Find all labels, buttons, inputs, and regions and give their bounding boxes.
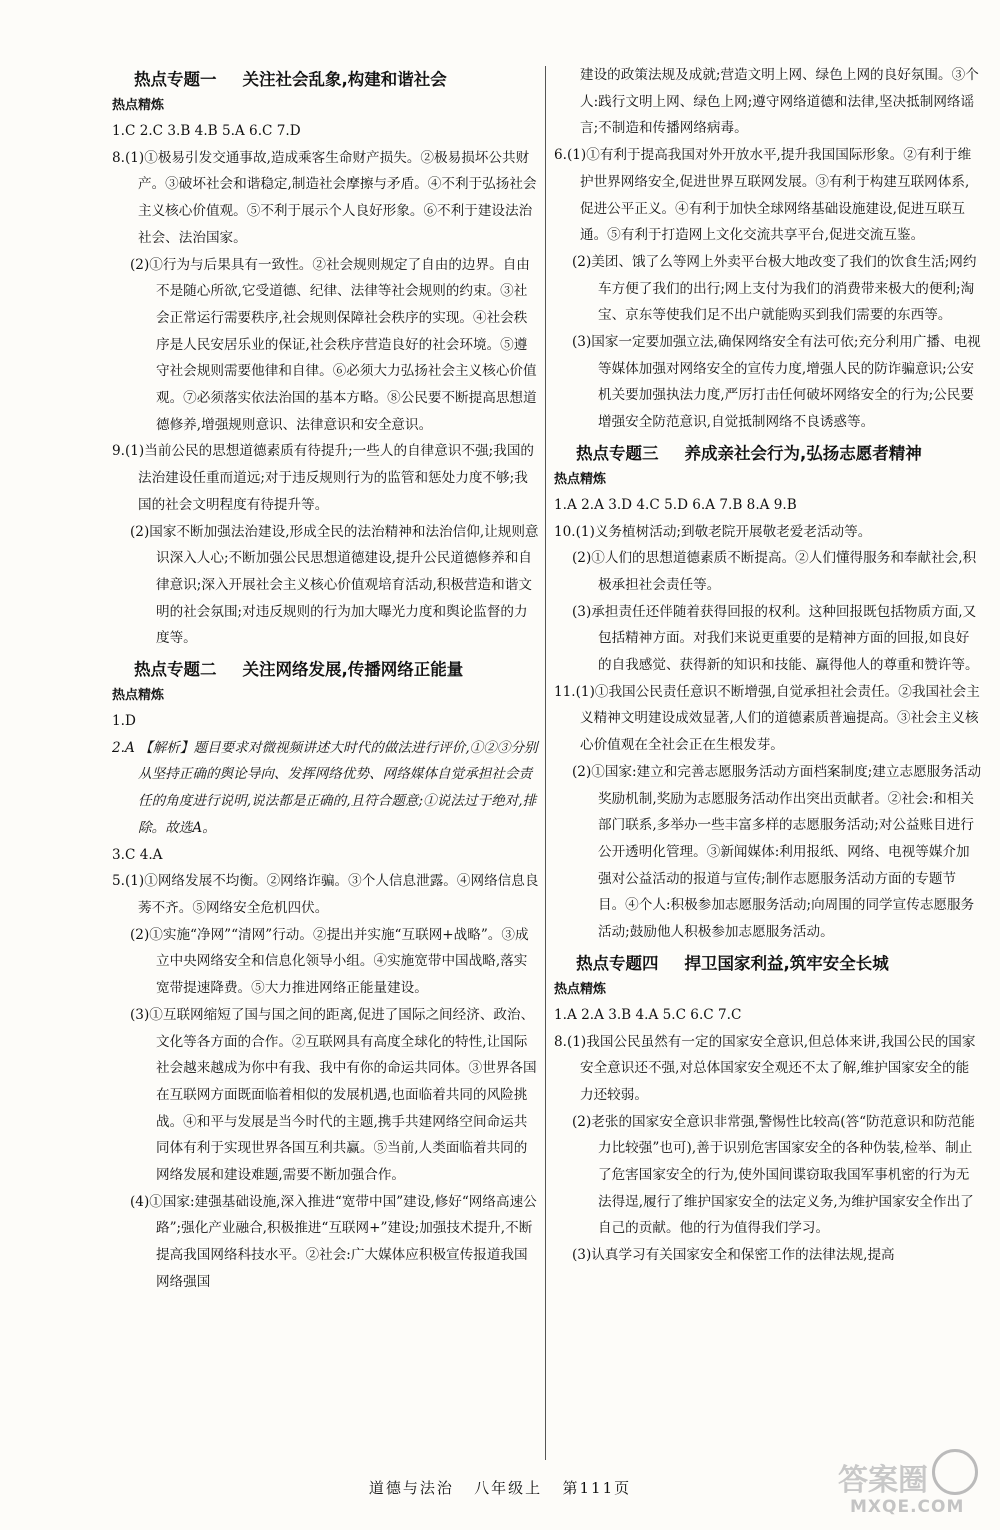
footer-page-number: 第111页 bbox=[562, 1479, 632, 1497]
topic-1-choice-answers: 1.C 2.C 3.B 4.B 5.A 6.C 7.D bbox=[112, 123, 301, 139]
left-column bbox=[112, 62, 540, 1296]
topic-4-choice-answers: 1.A 2.A 3.B 4.A 5.C 6.C 7.C bbox=[554, 1006, 742, 1023]
topic-2-q1: 1.D bbox=[112, 713, 136, 730]
watermark-url: MXQE.COM bbox=[850, 1497, 965, 1517]
topic-1-q9-part2: (2)国家不断加强法治建设,形成全民的法治精神和法治信仰,让规则意识深入人心;不断加强公民思想道德建设,提升公民道德修养和自律意识;深入开展社会主义核心价值观培育活动,积极营造和谐文明的社会氛围;对违反规则的行为加大曝光力度和舆论监督的力度等。 bbox=[130, 523, 539, 647]
topic-4-subheading: 热点精炼 bbox=[554, 981, 607, 997]
topic-2-q6-part2: (2)美团、饿了么等网上外卖平台极大地改变了我们的饮食生活;网约车方便了我们的出行;网上支付为我们的消费带来极大的便利;淘宝、京东等使我们足不出户就能购买到我们需要的东西等。 bbox=[572, 253, 977, 324]
topic-2-q6-part1: 6.(1)①有利于提高我国对外开放水平,提升我国国际形象。②有利于维护世界网络安全,促进世界互联网发展。③有利于构建互联网体系,促进公平正义。④有利于加快全球网络基础设施建设,促进互联互通。⑤有利于打造网上文化交流共享平台,促进交流互鉴。 bbox=[554, 147, 972, 244]
watermark-badge-icon bbox=[932, 1449, 978, 1495]
topic-3-q10-part2: (2)①人们的思想道德素质不断提高。②人们懂得服务和奉献社会,积极承担社会责任等。 bbox=[572, 550, 977, 593]
topic-3-choice-answers: 1.A 2.A 3.D 4.C 5.D 6.A 7.B 8.A 9.B bbox=[554, 496, 797, 513]
topic-1-heading: 热点专题一 关注社会乱象,构建和谐社会 bbox=[134, 70, 447, 89]
topic-2-q5-part2: (2)①实施“净网”“清网”行动。②提出并实施“互联网+战略”。③成立中央网络安全和信息化领导小组。④实施宽带中国战略,落实宽带提速降费。⑤大力推进网络正能量建设。 bbox=[130, 926, 529, 997]
topic-2-subheading: 热点精炼 bbox=[112, 688, 165, 704]
topic-2-q3-q4: 3.C 4.A bbox=[112, 846, 163, 863]
topic-3-subheading: 热点精炼 bbox=[554, 471, 607, 487]
topic-4-q8-part1: 8.(1)我国公民虽然有一定的国家安全意识,但总体来讲,我国公民的国家安全意识还不强,对总体国家安全观还不太了解,维护国家安全的能力还较弱。 bbox=[554, 1033, 976, 1103]
topic-2-q5-part4: (4)①国家:建强基础设施,深入推进“宽带中国”建设,修好“网络高速公路”;强化产业融合,积极推进“互联网+”建设;加强技术提升,不断提高我国网络科技水平。②社会:广大媒体应积极宣传报道我国网络强国 bbox=[130, 1193, 537, 1290]
footer-subject: 道德与法治 bbox=[368, 1479, 454, 1497]
topic-2-q5-part1: 5.(1)①网络发展不均衡。②网络诈骗。③个人信息泄露。④网络信息良莠不齐。⑤网络安全危机四伏。 bbox=[112, 873, 539, 916]
topic-1-q8-part1: 8.(1)①极易引发交通事故,造成乘客生命财产损失。②极易损坏公共财产。③破坏社会和谐稳定,制造社会摩擦与矛盾。④不利于弘扬社会主义核心价值观。⑤不利于展示个人良好形象。⑥不利于建设法治社会、法治国家。 bbox=[112, 149, 537, 246]
topic-2-heading: 热点专题二 关注网络发展,传播网络正能量 bbox=[134, 660, 464, 680]
topic-2-q2-analysis: 2.A 【解析】题目要求对微视频讲述大时代的做法进行评价,①②③分别从坚持正确的舆论导向、发挥网络优势、网络媒体自觉承担社会责任的角度进行说明,说法都是正确的,且符合题意;①说法过于绝对,排除。故选A。 bbox=[112, 739, 538, 836]
topic-1-q8-part2: (2)①行为与后果具有一致性。②社会规则规定了自由的边界。自由不是随心所欲,它受道德、纪律、法律等社会规则的约束。③社会正常运行需要秩序,社会规则保障社会秩序的实现。④社会秩序是人民安居乐业的保证,社会秩序营造良好的社会环境。⑤遵守社会规则需要他律和自律。⑥必须大力弘扬社会主义核心价值观。⑦必须落实依法治国的基本方略。⑧公民要不断提高思想道德修养,增强规则意识、法律意识和安全意识。 bbox=[130, 256, 537, 433]
topic-3-q10-part1: 10.(1)义务植树活动;到敬老院开展敬老爱老活动等。 bbox=[554, 523, 872, 540]
topic-3-q11-part2: (2)①国家:建立和完善志愿服务活动方面档案制度;建立志愿服务活动奖励机制,奖励为志愿服务活动作出突出贡献者。②社会:和相关部门联系,多举办一些丰富多样的志愿服务活动;对公益账目进行公开透明化管理。③新闻媒体:利用报纸、网络、电视等媒介加强对公益活动的报道与宣传;制作志愿服务活动方面的专题节目。④个人:积极参加志愿服务活动;向周围的同学宣传志愿服务活动;鼓励他人积极参加志愿服务活动。 bbox=[572, 763, 982, 941]
footer-grade: 八年级上 bbox=[474, 1479, 543, 1497]
topic-2-q6-part3: (3)国家一定要加强立法,确保网络安全有法可依;充分利用广播、电视等媒体加强对网络安全的宣传力度,增强人民的防诈骗意识;公安机关要加强执法力度,严厉打击任何破坏网络安全的行为;公民要增强安全防范意识,自觉抵制网络不良诱惑等。 bbox=[572, 334, 981, 431]
topic-3-heading: 热点专题三 养成亲社会行为,弘扬志愿者精神 bbox=[576, 443, 922, 463]
topic-2-q5-part3: (3)①互联网缩短了国与国之间的距离,促进了国际之间经济、政治、文化等各方面的合作。②互联网具有高度全球化的特性,让国际社会越来越成为你中有我、我中有你的命运共同体。③世界各国在互联网方面既面临着相似的发展机遇,也面临着共同的风险挑战。④和平与发展是当今时代的主题,携手共建网络空间命运共同体有利于实现世界各国互利共赢。⑤当前,人类面临着共同的网络发展和建设难题,需要不断加强合作。 bbox=[130, 1006, 537, 1184]
watermark-text: 答案圈 bbox=[838, 1463, 928, 1498]
topic-4-q8-part2: (2)老张的国家安全意识非常强,警惕性比较高(答“防范意识和防范能力比较强”也可),善于识别危害国家安全的各种伪装,检举、制止了危害国家安全的行为,使外国间谍窃取我国军事机密的行为无法得逞,履行了维护国家安全的法定义务,为维护国家安全作出了自己的贡献。他的行为值得我们学习。 bbox=[572, 1113, 975, 1237]
column-divider bbox=[545, 66, 546, 1460]
topic-4-q8-part3: (3)认真学习有关国家安全和保密工作的法律法规,提高 bbox=[572, 1247, 895, 1264]
right-column bbox=[554, 62, 982, 1269]
topic-2-q5-part4-continued: 建设的政策法规及成就;营造文明上网、绿色上网的良好氛围。③个人:践行文明上网、绿色上网;遵守网络道德和法律,坚决抵制网络谣言;不制造和传播网络病毒。 bbox=[580, 67, 979, 137]
topic-3-q11-part1: 11.(1)①我国公民责任意识不断增强,自觉承担社会责任。②我国社会主义精神文明建设成效显著,人们的道德素质普遍提高。③社会主义核心价值观在全社会正在生根发芽。 bbox=[554, 683, 980, 754]
topic-4-heading: 热点专题四 捍卫国家利益,筑牢安全长城 bbox=[576, 953, 889, 973]
topic-3-q10-part3: (3)承担责任还伴随着获得回报的权利。这种回报既包括物质方面,又包括精神方面。对我们来说更重要的是精神方面的回报,如良好的自我感觉、获得新的知识和技能、赢得他人的尊重和赞许等。 bbox=[572, 603, 979, 674]
topic-1-subheading: 热点精炼 bbox=[112, 98, 165, 113]
topic-1-q9-part1: 9.(1)当前公民的思想道德素质有待提升;一些人的自律意识不强;我国的法治建设任重而道远;对于违反规则行为的监管和惩处力度不够;我国的社会文明程度有待提升等。 bbox=[112, 443, 535, 513]
watermark-logo bbox=[838, 1447, 988, 1521]
